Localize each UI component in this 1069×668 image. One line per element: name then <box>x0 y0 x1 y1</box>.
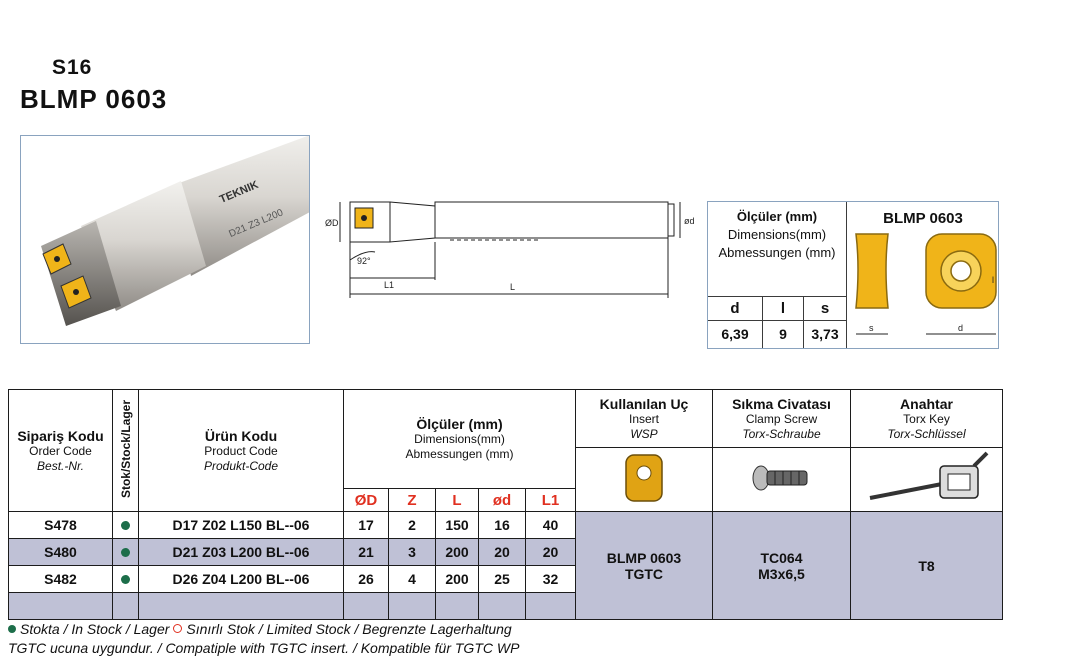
stock-status <box>113 566 139 593</box>
stock-status <box>113 512 139 539</box>
stock-status <box>113 539 139 566</box>
insert-spec-box <box>707 201 999 349</box>
spec-value-s: 3,73 <box>811 326 839 342</box>
dim-value: 26 <box>344 566 389 593</box>
product-photo <box>20 135 310 344</box>
l1-label: L1 <box>384 280 395 290</box>
angle-label: 92° <box>357 256 371 266</box>
order-code: S480 <box>9 539 113 566</box>
insert-title: BLMP 0603 <box>20 84 168 114</box>
dim-value: 21 <box>344 539 389 566</box>
screw-icon <box>747 458 817 498</box>
in-stock-legend-icon <box>8 625 16 633</box>
d-label: ød <box>684 216 695 226</box>
dim-value: 20 <box>526 539 576 566</box>
dim-value: 200 <box>436 566 479 593</box>
header-product-code: Ürün Kodu Product Code Produkt-Code <box>139 390 344 512</box>
insert-diagram <box>848 228 998 346</box>
table-row <box>9 512 1003 539</box>
in-stock-icon <box>121 521 130 530</box>
spec-dimensions-title: Ölçüler (mm) Dimensions(mm) Abmessungen (mm) <box>718 209 836 260</box>
product-table <box>8 389 1003 620</box>
dim-value: 3 <box>389 539 436 566</box>
limited-stock-legend-icon <box>173 624 182 633</box>
header-stock: Stok/Stock/Lager <box>113 390 139 512</box>
header-torx-key: Anahtar Torx Key Torx-Schlüssel <box>851 390 1003 448</box>
col-d: ød <box>479 489 526 512</box>
brand-engraving: TEKNIK <box>217 178 261 206</box>
spec-value-l: 9 <box>779 326 787 342</box>
spec-insert-name: BLMP 0603 <box>883 210 963 227</box>
product-code: D26 Z04 L200 BL--06 <box>139 566 344 593</box>
spec-header-l: l <box>780 300 786 317</box>
dim-value: 16 <box>479 512 526 539</box>
header-clamp-screw: Sıkma Civatası Clamp Screw Torx-Schraube <box>713 390 851 448</box>
in-stock-icon <box>121 575 130 584</box>
col-z: Z <box>389 489 436 512</box>
dim-value: 20 <box>479 539 526 566</box>
dim-value: 17 <box>344 512 389 539</box>
header-insert: Kullanılan Uç Insert WSP <box>576 390 713 448</box>
series-code: S16 <box>52 56 93 79</box>
dim-s-label: s <box>869 323 874 333</box>
col-l: L <box>436 489 479 512</box>
limited-stock-legend: Sınırlı Stok / Limited Stock / Begrenzte Lagerhaltung <box>186 621 512 637</box>
torx-key-icon <box>862 448 992 508</box>
in-stock-icon <box>121 548 130 557</box>
spec-value-d: 6,39 <box>721 326 749 342</box>
dim-value: 200 <box>436 539 479 566</box>
screw-image-cell <box>713 448 851 512</box>
key-value: T8 <box>851 512 1003 620</box>
product-code: D21 Z03 L200 BL--06 <box>139 539 344 566</box>
order-code: S478 <box>9 512 113 539</box>
dim-value: 150 <box>436 512 479 539</box>
col-od: ØD <box>344 489 389 512</box>
dim-d-label: d <box>958 323 964 333</box>
product-code: D17 Z02 L150 BL--06 <box>139 512 344 539</box>
order-code: S482 <box>9 566 113 593</box>
insert-image-cell <box>576 448 713 512</box>
in-stock-legend: Stokta / In Stock / Lager <box>20 621 170 637</box>
l-label: L <box>510 282 516 292</box>
key-image-cell <box>851 448 1003 512</box>
compatibility-note: TGTC ucuna uygundur. / Compatiple with TGTC insert. / Kompatible für TGTC WP <box>8 640 520 656</box>
od-label: ØD <box>325 218 339 228</box>
technical-drawing <box>320 180 705 310</box>
header-order-code: Sipariş Kodu Order Code Best.-Nr. <box>9 390 113 512</box>
dim-value: 4 <box>389 566 436 593</box>
col-l1: L1 <box>526 489 576 512</box>
legend <box>8 621 512 637</box>
spec-header-d: d <box>730 300 740 317</box>
insert-icon <box>614 451 674 506</box>
dim-value: 2 <box>389 512 436 539</box>
insert-value: BLMP 0603 TGTC <box>576 512 713 620</box>
screw-value: TC064 M3x6,5 <box>713 512 851 620</box>
dim-l-label: l <box>992 275 994 285</box>
spec-header-s: s <box>820 300 830 317</box>
dim-value: 32 <box>526 566 576 593</box>
dim-value: 25 <box>479 566 526 593</box>
size-engraving: D21 Z3 L200 <box>227 207 285 241</box>
header-dimensions: Ölçüler (mm) Dimensions(mm) Abmessungen (mm) <box>344 390 576 489</box>
dim-value: 40 <box>526 512 576 539</box>
